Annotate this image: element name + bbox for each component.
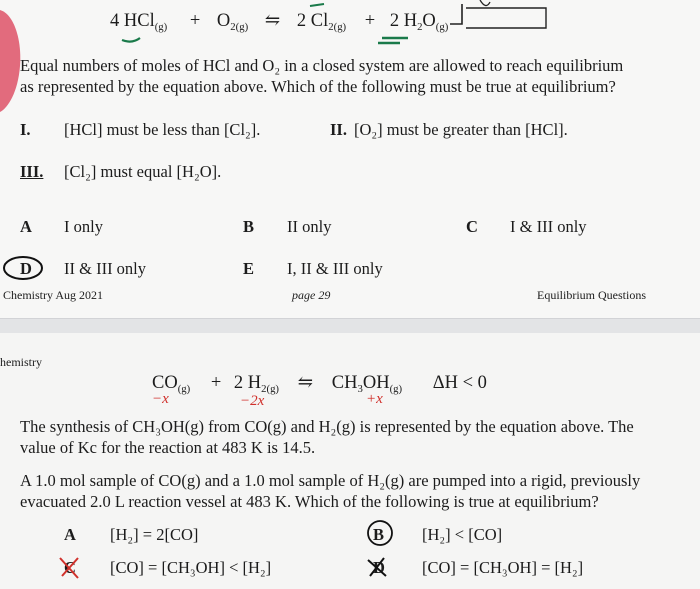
q1-choice-e-letter[interactable]: E: [243, 259, 255, 278]
q2-page-header: hemistry: [0, 355, 42, 369]
annotation-plus-x: +x: [366, 391, 383, 407]
q1-eq-h2o: 2 H: [389, 11, 418, 31]
q1-statement-3-text: [Cl₂] must equal [H₂O].: [64, 162, 222, 181]
q2-choice-c-text[interactable]: [CO] = [CH₃OH] < [H₂]: [110, 558, 272, 577]
footer-page-number: page 29: [292, 288, 331, 302]
q2-eq-h2: 2 H: [233, 373, 262, 393]
footer-left: Chemistry Aug 2021: [3, 288, 104, 302]
q2-stem1-line2: value of Kc for the reaction at 483 K is 14.5.: [20, 438, 316, 457]
q1-choice-e-text[interactable]: I, II & III only: [287, 259, 383, 278]
choice-b-circle-mark: [364, 518, 398, 548]
q1-handwriting: [110, 0, 570, 50]
q2-eq-arrow: ⇋: [297, 373, 314, 393]
q1-statement-1-text: [HCl] must be less than [Cl₂].: [64, 120, 261, 139]
q1-choice-b-text[interactable]: II only: [287, 217, 332, 236]
q2-choice-b-text[interactable]: [H₂] < [CO]: [422, 525, 503, 544]
annotation-minus-2x: −2x: [240, 393, 265, 409]
q2-eq-ch3oh: CH: [331, 373, 358, 393]
q2-choice-d-letter[interactable]: D: [373, 558, 385, 577]
choice-d-circle-mark: [0, 252, 48, 286]
q1-choice-d-text[interactable]: II & III only: [64, 259, 147, 278]
q1-choice-b-letter[interactable]: B: [243, 217, 255, 236]
q2-choice-d-text[interactable]: [CO] = [CH₃OH] = [H₂]: [422, 558, 584, 577]
q1-choice-a-text[interactable]: I only: [64, 217, 103, 236]
q2-stem2-line2: evacuated 2.0 L reaction vessel at 483 K. Which of the following is true at equilibrium?: [20, 492, 599, 511]
q2-equation: $CO_{(g)} + 2$ $H_{2(g)}$ ⇋ $CH_3OH_{(g)}$ ΔH < 0: [152, 373, 487, 395]
q1-statement-1-num: I.: [20, 120, 31, 139]
choice-c-cross-mark: [56, 552, 84, 582]
annotation-minus-x: −x: [152, 391, 169, 407]
q2-stem2-line1: A 1.0 mol sample of CO(g) and a 1.0 mol sample of H₂(g) are pumped into a rigid, previously: [20, 471, 641, 490]
choice-d-cross-mark: [364, 552, 392, 582]
q1-choice-c-text[interactable]: I & III only: [510, 217, 587, 236]
q2-choice-c-letter[interactable]: C: [64, 558, 76, 577]
q1-choice-a-letter[interactable]: A: [20, 217, 32, 236]
q1-statement-2-text: [O₂] must be greater than [HCl].: [354, 120, 568, 139]
q1-statement-3-num: III.: [20, 162, 44, 181]
q1-equation: 4 $HCl_{(g)} + O_{2(g)}$ ⇋ 2 $Cl_{2(g)} + 2$ $H_2O_{(g)}$: [110, 11, 449, 33]
q2-eq-enthalpy: ΔH < 0: [432, 373, 487, 393]
footer-right: Equilibrium Questions: [537, 288, 646, 302]
q2-choice-b-letter[interactable]: B: [373, 525, 385, 544]
q2-choice-a-letter[interactable]: A: [64, 525, 76, 544]
q1-stem-line2: as represented by the equation above. Which of the following must be true at equilibrium?: [20, 77, 616, 96]
q2-choice-a-text[interactable]: [H₂] = 2[CO]: [110, 525, 199, 544]
q1-eq-hcl: 4 HCl: [110, 11, 155, 31]
q2-stem1-line1: The synthesis of CH₃OH(g) from CO(g) and H₂(g) is represented by the equation above. The: [20, 417, 634, 436]
q1-eq-o2: O: [216, 11, 231, 31]
q1-eq-cl2: 2 Cl: [296, 11, 329, 31]
q1-eq-arrow: ⇋: [264, 11, 281, 31]
q1-stem-line1: Equal numbers of moles of HCl and O₂ in a closed system are allowed to reach equilibrium: [20, 56, 624, 75]
q1-statement-2-num: II.: [330, 120, 347, 139]
q2-eq-co: CO: [152, 373, 178, 393]
q1-choice-d-letter[interactable]: D: [20, 259, 32, 278]
q1-choice-c-letter[interactable]: C: [466, 217, 478, 236]
